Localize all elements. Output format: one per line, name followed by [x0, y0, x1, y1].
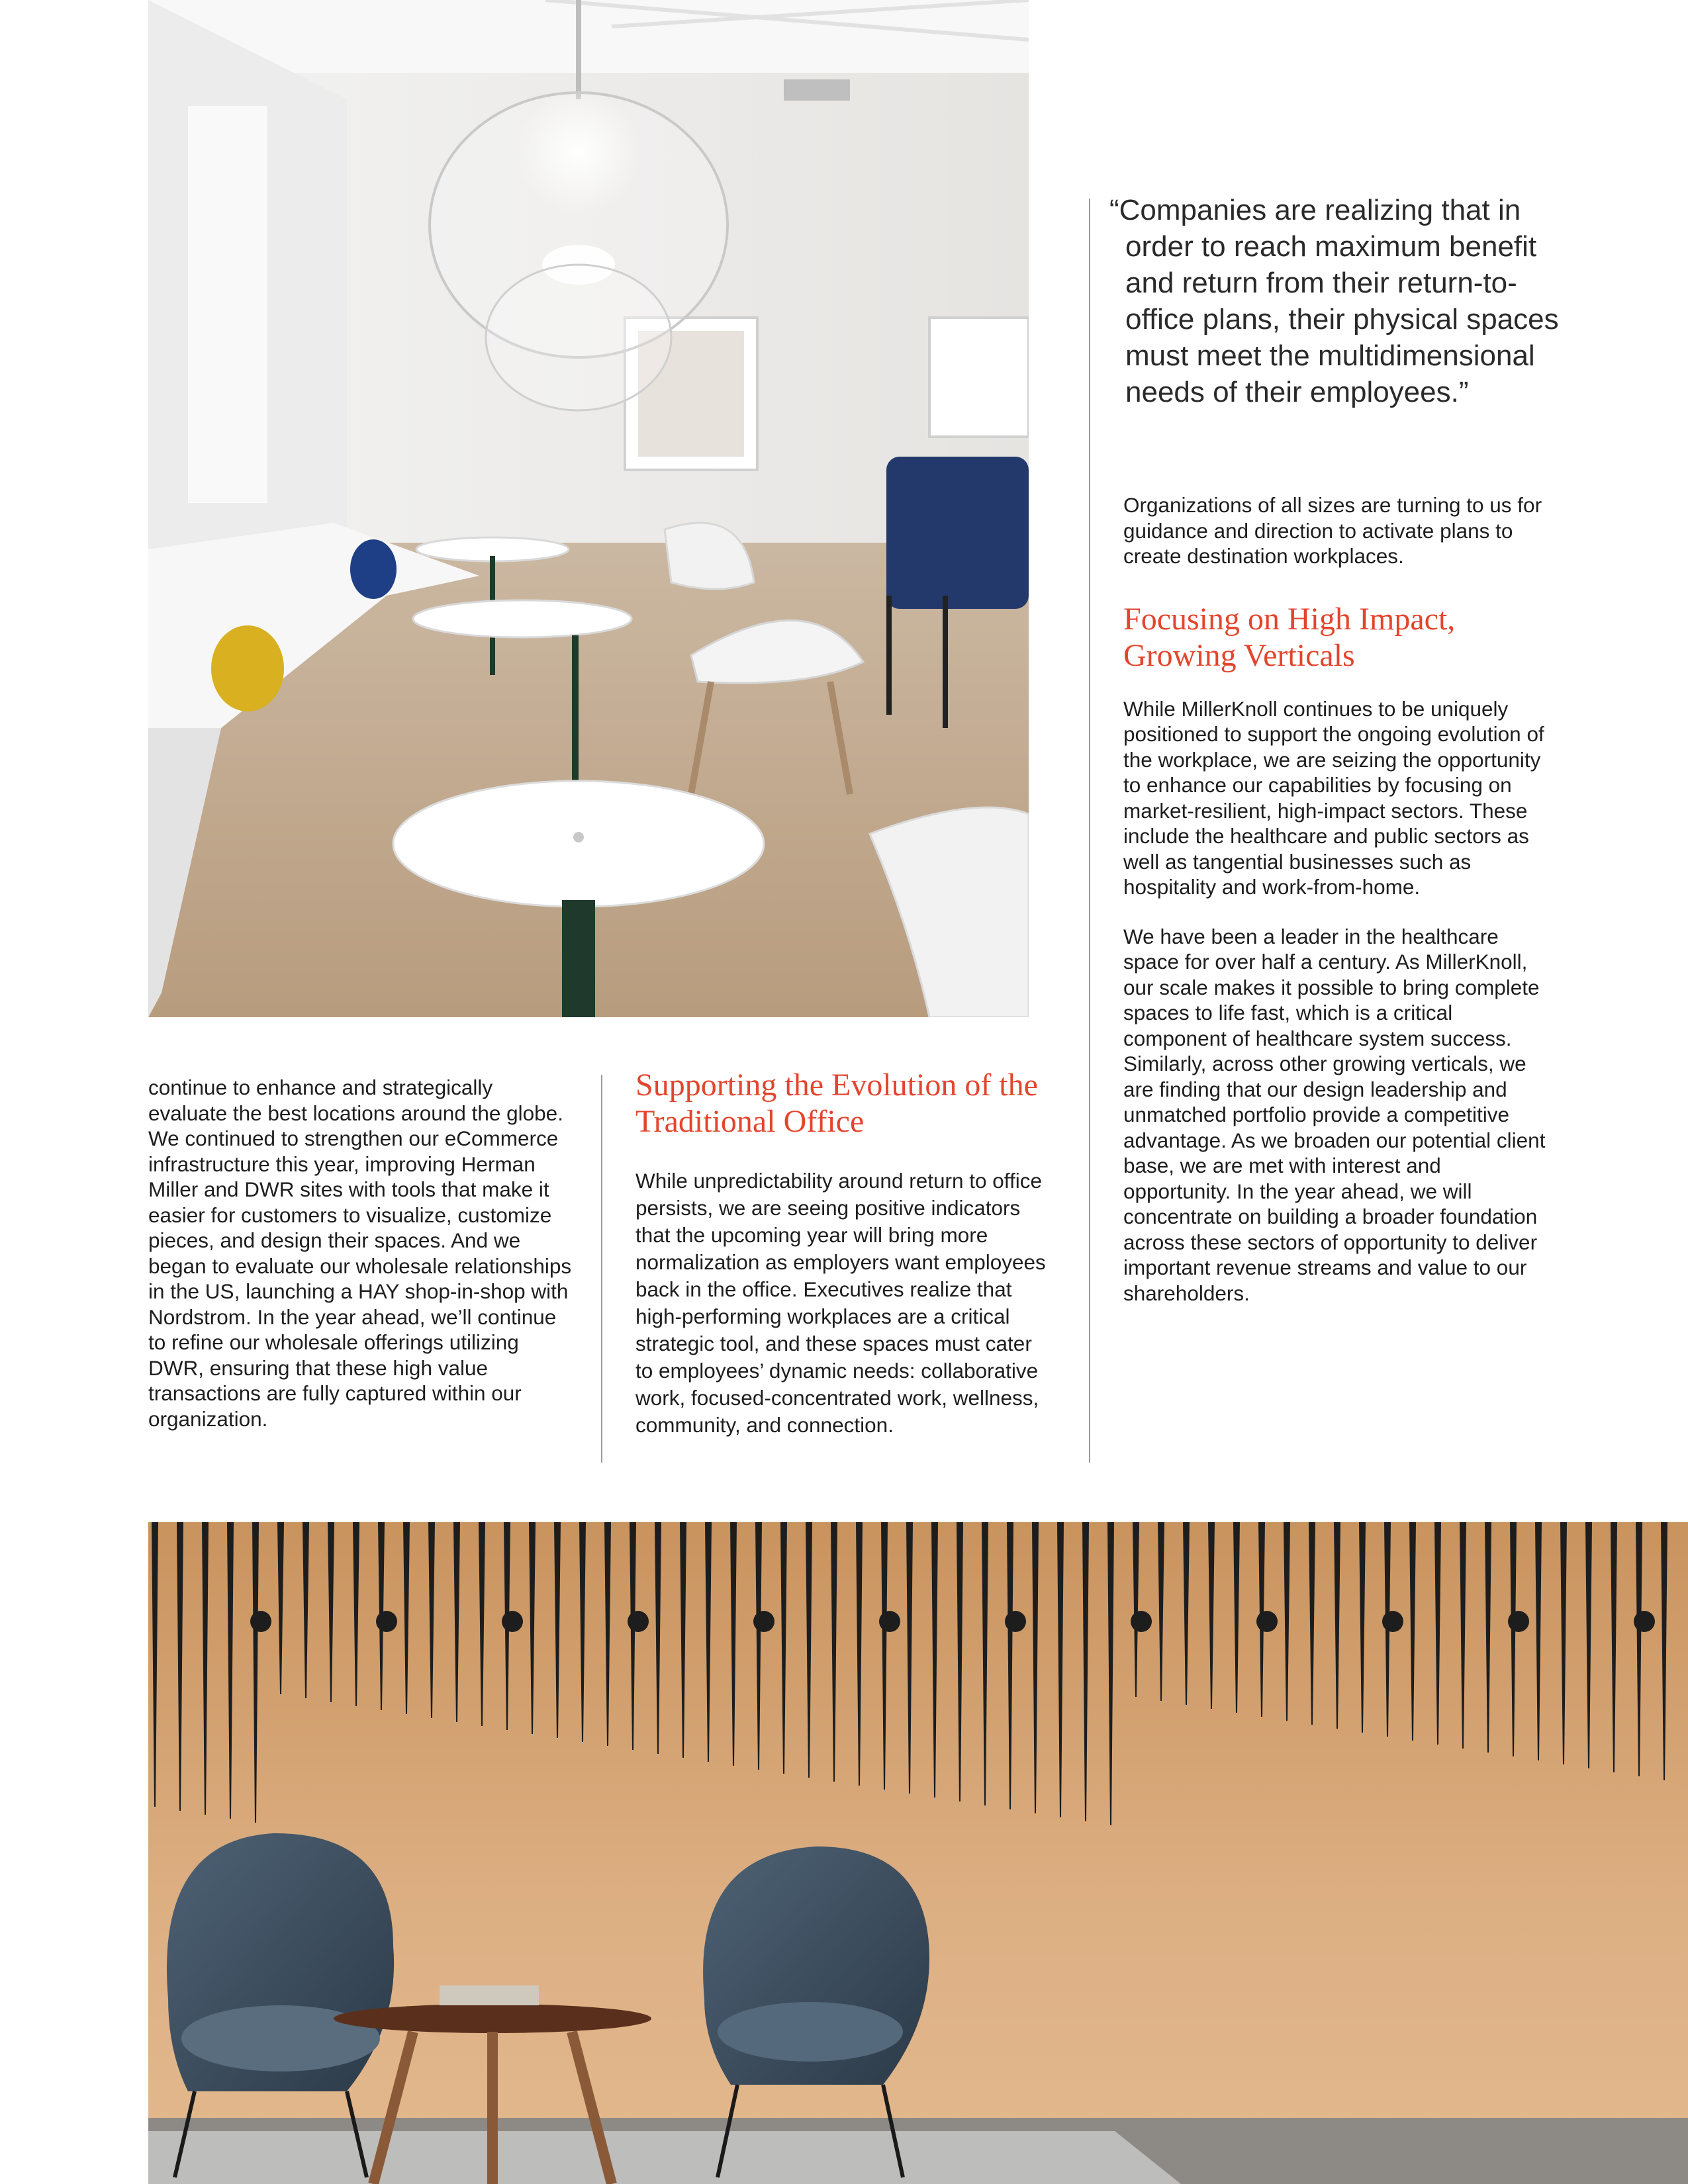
wall-dot [1131, 1611, 1152, 1632]
pull-quote: “Companies are realizing that in order to reach maximum benefit and return from their return-to-office plans, their physical spaces must meet the multidimensional needs of their employees.” [1109, 194, 1559, 408]
right-intro-paragraph: Organizations of all sizes are turning to us for guidance and direction to activate plans to create destination workplaces. [1123, 493, 1542, 568]
middle-column-rule [601, 1075, 602, 1463]
wall-dot [1256, 1611, 1278, 1632]
wall-dot [1634, 1611, 1655, 1632]
middle-paragraph: While unpredictability around return to office persists, we are seeing positive indicators that the upcoming year will bring more normalization as employers want employees back in the office. Executives realize that high-performing workplaces are a critical strategic tool, and these spaces must cater to employees’ dynamic needs: collaborative work, focused-concentrated work, wellness, community, and connection. [635, 1169, 1046, 1437]
right-column-rule [1089, 471, 1090, 1463]
wall-dot [376, 1611, 397, 1632]
right-column [1123, 492, 1547, 1306]
wall-dot [1382, 1611, 1403, 1632]
wall-dot [753, 1611, 774, 1632]
quote-rule [1089, 199, 1090, 471]
wall-dot [879, 1611, 900, 1632]
wall-dot [1005, 1611, 1026, 1632]
wall-dot [502, 1611, 523, 1632]
left-column [148, 1075, 572, 1432]
middle-section-heading: Supporting the Evolution of the Traditional Office [635, 1068, 1038, 1139]
right-section-heading: Focusing on High Impact, Growing Verticals [1123, 601, 1456, 673]
right-paragraph-1: While MillerKnoll continues to be uniquely positioned to support the ongoing evolution of the workplace, we are seizing the opportunity to enhance our capabilities by focusing on market-resilient, high-impact sectors. These include the healthcare and public sectors as well as tangential businesses such as hospitality and work-from-home. [1123, 696, 1544, 899]
cafe-interior-photo [148, 0, 1029, 1017]
wall-dot [628, 1611, 649, 1632]
wall-dot [250, 1611, 271, 1632]
middle-column [635, 1067, 1046, 1439]
wall-dot [1508, 1611, 1529, 1632]
right-paragraph-2: We have been a leader in the healthcare space for over half a century. As MillerKnoll, our scale makes it possible to bring complete spaces to life fast, which is a critical component of healthcare system success. Similarly, across other growing verticals, we are finding that our design leadership and unmatched portfolio provide a competitive advantage. As we broaden our potential client base, we are met with interest and opportunity. In the year ahead, we will concentrate on building a broader foundation across these sectors of opportunity to deliver important revenue streams and value to our shareholders. [1123, 924, 1546, 1305]
left-paragraph: continue to enhance and strategically evaluate the best locations around the globe. We continued to strengthen our eCommerce infrastructure this year, improving Herman Miller and DWR sites with tools that make it easier for customers to visualize, customize pieces, and design their spaces. And we began to evaluate our wholesale relationships in the US, launching a HAY shop-in-shop with Nordstrom. In the year ahead, we’ll continue to refine our wholesale offerings utilizing DWR, ensuring that these high value transactions are fully captured within our organization. [148, 1075, 572, 1431]
lounge-chairs-photo [148, 1522, 1688, 2184]
